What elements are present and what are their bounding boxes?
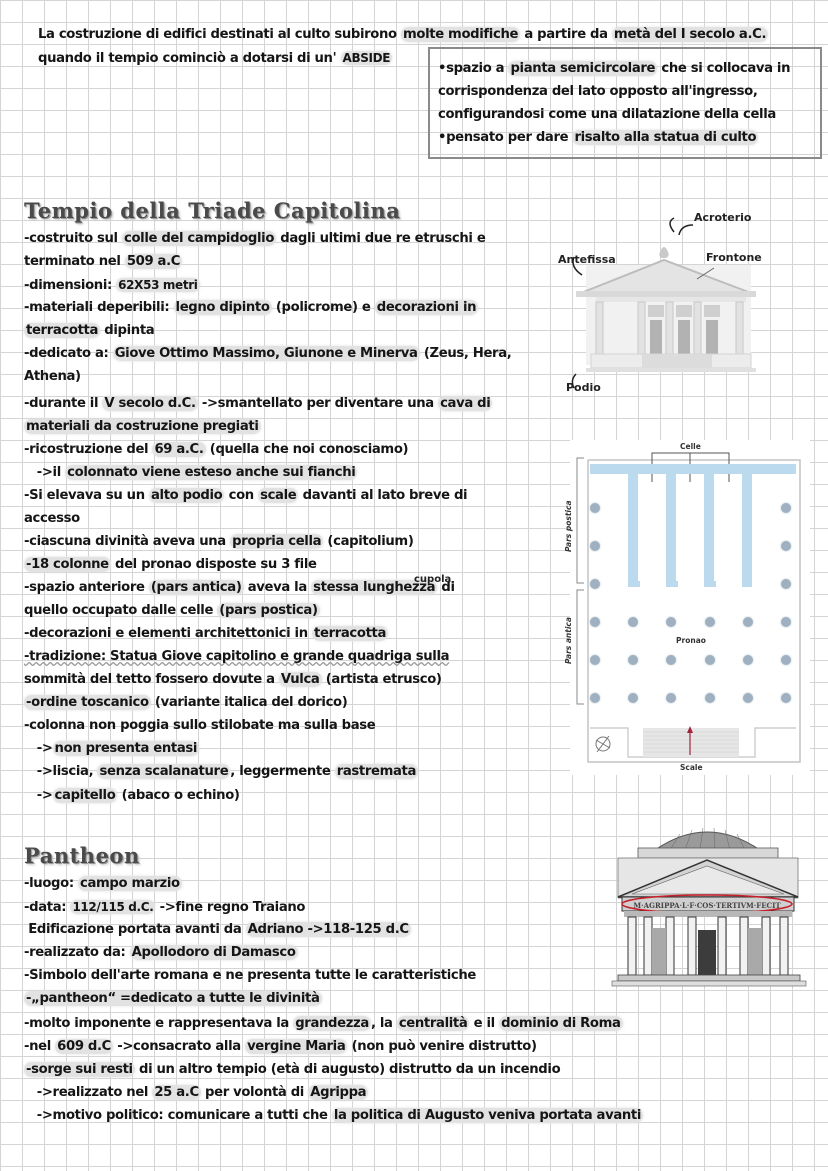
- note-line: materiali da costruzione pregiati: [26, 419, 259, 434]
- label-antefissa: Antefissa: [558, 253, 616, 266]
- column: [666, 693, 676, 703]
- note-line: -luogo: campo marzio: [24, 876, 180, 891]
- note-line: quello occupato dalle celle (pars postica): [24, 603, 318, 618]
- column: [781, 579, 791, 589]
- column: [781, 693, 791, 703]
- abside-def-line-2: corrispondenza del lato opposto all'ingresso,: [438, 84, 758, 99]
- temple-floor-plan: [564, 440, 810, 775]
- column: [590, 655, 600, 665]
- cella-wall: [628, 470, 638, 587]
- label-podio: Podio: [566, 381, 601, 394]
- column: [666, 617, 676, 627]
- abside-def-line-3: configurandosi come una dilatazione della cella: [438, 107, 776, 122]
- note-line: -> capitello (abaco o echino): [24, 788, 240, 803]
- note-line: -ordine toscanico (variante italica del dorico): [26, 695, 348, 710]
- pantheon-inscription: M·AGRIPPA·L·F·COS·TERTIVM·FECIT: [633, 901, 781, 910]
- column: [628, 655, 638, 665]
- cella-wall: [704, 470, 714, 587]
- note-line: -nel 609 d.C ->consacrato alla vergine Maria (non può venire distrutto): [24, 1039, 537, 1054]
- column: [590, 579, 600, 589]
- note-line: -tradizione: Statua Giove capitolino e grande quadriga sulla: [24, 649, 450, 664]
- note-line: -Si elevava su un alto podio con scale davanti al lato breve di: [24, 488, 468, 503]
- note-line: -sorge sui resti di un altro tempio (età di augusto) distrutto da un incendio: [26, 1062, 561, 1077]
- column: [590, 503, 600, 513]
- label-acroterio: Acroterio: [694, 211, 752, 224]
- note-line: -18 colonne del pronao disposte su 3 file: [26, 557, 317, 572]
- note-line: -dedicato a: Giove Ottimo Massimo, Giunone e Minerva (Zeus, Hera,: [24, 346, 512, 361]
- column: [628, 693, 638, 703]
- column: [781, 617, 791, 627]
- abside-keyword: ABSIDE: [342, 51, 391, 65]
- label-pars-postica: Pars postica: [564, 500, 573, 552]
- column: [705, 655, 715, 665]
- note-line: -decorazioni e elementi architettonici in terracotta: [24, 626, 387, 641]
- note-line: ->realizzato nel 25 a.C per volontà di Agrippa: [24, 1085, 367, 1100]
- note-line: -colonna non poggia sullo stilobate ma sulla base: [24, 718, 376, 733]
- label-frontone: Frontone: [706, 251, 762, 264]
- note-line: sommità del tetto fossero dovute a Vulca (artista etrusco): [24, 672, 442, 687]
- note-line: ->motivo politico: comunicare a tutti che la politica di Augusto veniva portata avanti: [24, 1108, 642, 1123]
- column: [743, 655, 753, 665]
- note-line: -molto imponente e rappresentava la grandezza , la centralità e il dominio di Roma: [24, 1016, 621, 1031]
- column: [743, 617, 753, 627]
- note-line: -durante il V secolo d.C. ->smantellato per diventare una cava di: [24, 396, 491, 411]
- column: [705, 617, 715, 627]
- column: [705, 693, 715, 703]
- note-line: terminato nel 509 a.C: [24, 254, 181, 269]
- intro-line-1: La costruzione di edifici destinati al culto subirono molte modifiche a partire da metà del I secolo a.C.: [38, 27, 767, 42]
- label-scale: Scale: [680, 763, 703, 772]
- floor-plan-drawing: [570, 440, 810, 775]
- cella-wall: [666, 470, 676, 587]
- cupola-overlay-annotation: cupola: [414, 574, 452, 585]
- column: [590, 693, 600, 703]
- note-line: -spazio anteriore (pars antica) aveva la stessa lunghezza di: [24, 580, 455, 595]
- pantheon-facade-drawing: [600, 820, 815, 995]
- note-line: ->il colonnato viene esteso anche sui fianchi: [24, 465, 356, 480]
- cella-front-wall: [628, 581, 752, 587]
- abside-definition-box: [428, 47, 822, 159]
- column: [781, 541, 791, 551]
- note-line: -data: 112/115 d.C. ->fine regno Traiano: [24, 900, 306, 915]
- column: [628, 617, 638, 627]
- column: [666, 655, 676, 665]
- note-line: Athena): [24, 369, 81, 384]
- note-line: -> non presenta entasi: [24, 741, 198, 756]
- highlight: molte modifiche: [403, 27, 519, 42]
- column: [781, 655, 791, 665]
- note-line: -costruito sul colle del campidoglio dagli ultimi due re etruschi e: [24, 231, 486, 246]
- column: [781, 503, 791, 513]
- abside-def-line-4: •pensato per dare risalto alla statua di culto: [438, 130, 757, 145]
- temple-facade-drawing: [556, 205, 786, 395]
- pantheon-illustration: [600, 820, 815, 995]
- note-line: -ricostruzione del 69 a.C. (quella che noi conosciamo): [24, 442, 409, 457]
- note-line: ->liscia, senza scalanature , leggermente rastremata: [24, 764, 417, 779]
- note-line: terracotta dipinta: [26, 323, 155, 338]
- abside-def-line-1: •spazio a pianta semicircolare che si collocava in: [438, 61, 791, 76]
- cella-wall: [742, 470, 752, 587]
- label-pronao: Pronao: [676, 636, 706, 645]
- note-line: accesso: [24, 511, 80, 526]
- note-line: -Simbolo dell'arte romana e ne presenta tutte le caratteristiche: [24, 968, 477, 983]
- note-line: -dimensioni: 62X53 metri: [24, 278, 198, 293]
- temple-elevation-illustration: [556, 205, 786, 395]
- highlight: metà del I secolo a.C.: [613, 27, 767, 42]
- triade-title: Tempio della Triade Capitolina: [24, 198, 401, 223]
- note-line: -„pantheon“ =dedicato a tutte le divinità: [26, 991, 320, 1006]
- note-line: -ciascuna divinità aveva una propria cella (capitolium): [24, 534, 414, 549]
- label-celle: Celle: [680, 442, 701, 451]
- column: [590, 541, 600, 551]
- label-pars-antica: Pars antica: [564, 617, 573, 664]
- note-line: -realizzato da: Apollodoro di Damasco: [24, 945, 296, 960]
- note-line: -materiali deperibili: legno dipinto (policrome) e decorazioni in: [24, 300, 477, 315]
- column: [743, 693, 753, 703]
- column: [590, 617, 600, 627]
- pantheon-title: Pantheon: [24, 843, 140, 868]
- cella-back-wall: [590, 464, 796, 474]
- intro-line-2: quando il tempio cominciò a dotarsi di un' ABSIDE: [38, 51, 391, 66]
- note-line: Edificazione portata avanti da Adriano ->118-125 d.C: [24, 922, 409, 937]
